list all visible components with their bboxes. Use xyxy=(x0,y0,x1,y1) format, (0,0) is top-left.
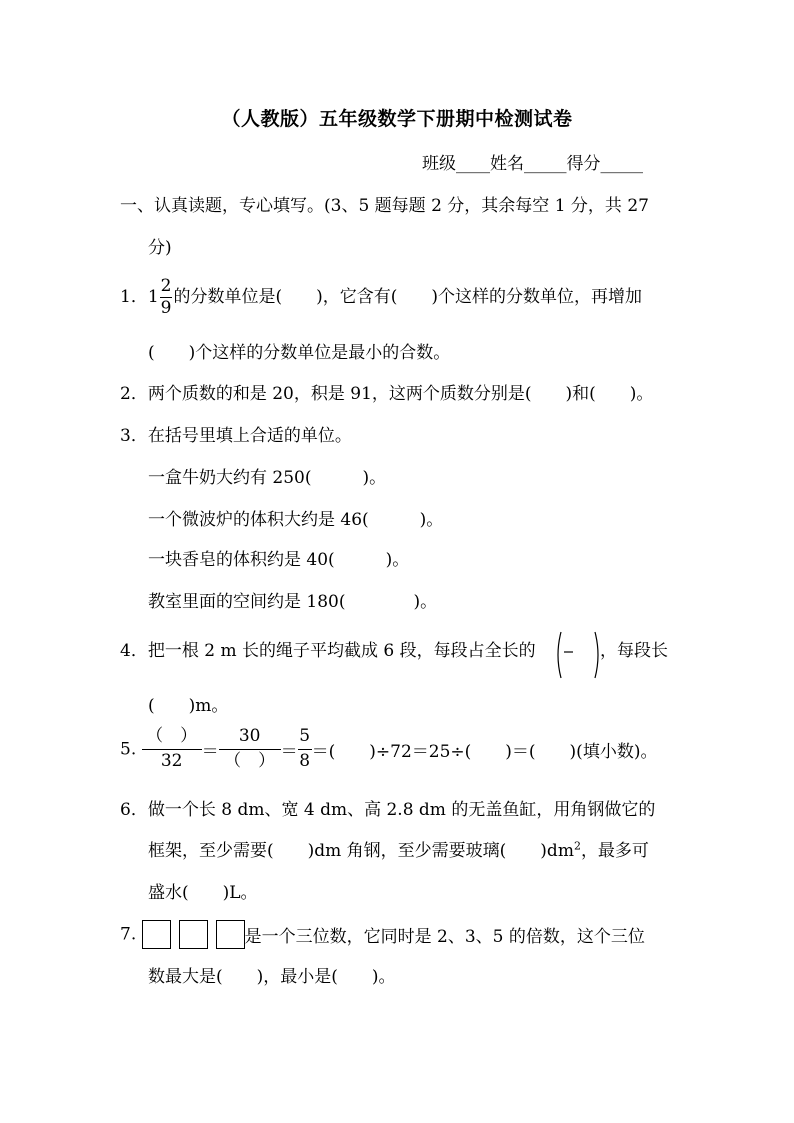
question-4-line1: 4．把一根 2 m 长的绳子平均截成 6 段，每段占全长的 xyxy=(120,641,536,661)
digit-box-3 xyxy=(216,920,245,949)
question-5-number: 5. xyxy=(120,739,137,760)
question-3-item-1: 一盒牛奶大约有 250( )。 xyxy=(148,468,387,488)
question-7-line2: 数最大是( )，最小是( )。 xyxy=(148,967,396,987)
question-1-line2: ( )个这样的分数单位是最小的合数。 xyxy=(148,343,451,363)
question-1-whole: 1 xyxy=(147,287,159,307)
question-4-fraction-blank xyxy=(555,630,603,680)
digit-box-2 xyxy=(179,920,208,949)
page-title: （人教版）五年级数学下册期中检测试卷 xyxy=(221,108,573,130)
question-5-rest: ＝( )÷72＝25÷( )＝( )(填小数)。 xyxy=(311,741,658,762)
question-5-fraction-2: $\frac{30}{( )}$ xyxy=(219,728,281,771)
digit-box-1 xyxy=(142,920,171,949)
section1-heading-cont: 分) xyxy=(148,238,172,258)
section1-heading: 一、认真读题，专心填写。(3、5 题每题 2 分，其余每空 1 分，共 27 xyxy=(120,196,649,216)
question-6-line2: 框架，至少需要( )dm 角钢，至少需要玻璃( )$dm^2$，最多可 xyxy=(148,839,649,861)
question-3-item-3: 一块香皂的体积约是 40( )。 xyxy=(148,550,410,570)
question-1-number: 1． xyxy=(120,287,148,307)
question-7-line1: 7. 是一个三位数，它同时是 2、3、5 的倍数，这个三位 xyxy=(120,920,645,949)
question-6-line3: 盛水( )L。 xyxy=(148,883,258,903)
question-1-line1 xyxy=(120,278,642,317)
question-3: 3．在括号里填上合适的单位。 xyxy=(120,426,352,446)
question-5-fraction-3: $\frac{5}{8}$ xyxy=(299,726,311,771)
question-3-item-4: 教室里面的空间约是 180( )。 xyxy=(148,592,438,612)
question-1-fraction: $\frac{2}{9}$ xyxy=(160,276,172,318)
question-5: 5. $\frac{( )}{32}$ ＝ $\frac{30}{( )}$ ＝ $\frac{5}{8}$ ＝( )÷72＝25÷( )＝( )(填小数)。 xyxy=(120,726,658,771)
question-3-item-2: 一个微波炉的体积大约是 46( )。 xyxy=(148,510,444,530)
question-6-line1: 6．做一个长 8 dm、宽 4 dm、高 2.8 dm 的无盖鱼缸，用角钢做它的 xyxy=(120,800,656,820)
question-5-fraction-1: $\frac{( )}{32}$ xyxy=(142,728,202,771)
student-info-line: 班级____姓名_____得分_____ xyxy=(422,154,643,174)
question-2: 2．两个质数的和是 20，积是 91，这两个质数分别是( )和( )。 xyxy=(120,384,654,404)
question-4-line2: ( )m。 xyxy=(148,696,229,716)
question-1-text: 的分数单位是( )，它含有( )个这样的分数单位，再增加 xyxy=(173,287,643,307)
question-4-line1-end: ，每段长 xyxy=(600,641,668,661)
